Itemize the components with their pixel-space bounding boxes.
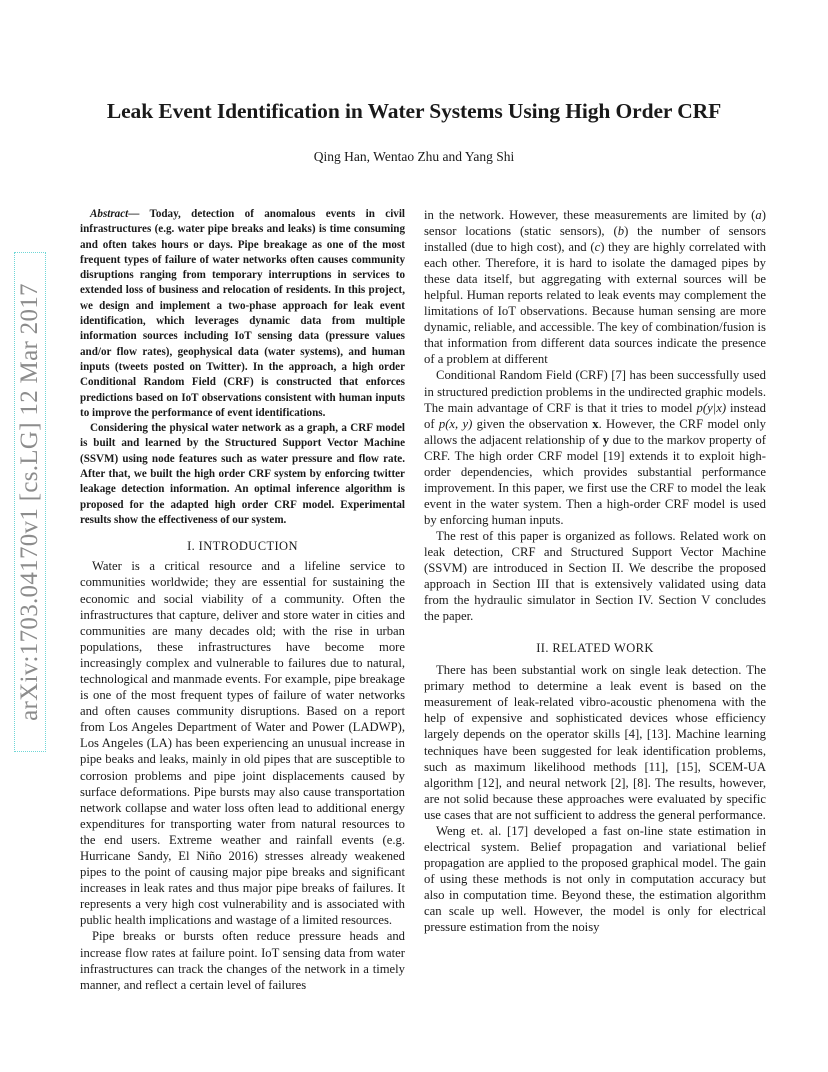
text-run: in the network. However, these measurements are limited by ( [424, 208, 756, 222]
section-heading-introduction: I. INTRODUCTION [187, 539, 298, 554]
text-run: given the observation [472, 416, 593, 431]
math-var: x [592, 416, 599, 431]
abstract-paragraph-2: Considering the physical water network as a graph, a CRF model is built and learned by the Structured Support Vector Machine (SSVM) using node features such as water pressure and flow rate. After that, we built the high order CRF system by enforcing twitter leakage detection information. An optimal inference algorithm is proposed for the adapted high order CRF model. Experimental results show the effectiveness of our system. [80, 422, 405, 526]
related-paragraph-1: There has been substantial work on single leak detection. The primary method to determine a leak event is based on the measurement of leak-related vibro-acoustic phenomena with the help of expensive and sophisticated devices whose efficiency largely depends on the operator skills [4], [13]. Machine learning techniques have been suggested for leak identification problems, such as maximum likelihood methods [11], [15], SCEM-UA algorithm [12], and neural network [2], [8]. The results, however, are not solid because these approaches were evaluated by specific use cases that are not sufficient to address the general performance. [424, 663, 766, 822]
intro-paragraph-4: The rest of this paper is organized as follows. Related work on leak detection, CRF and Structured Support Vector Machine (SSVM) are introduced in Section II. We describe the proposed approach in Section III that is extensively validated using data from the hydraulic simulator in Section IV. Section V concludes the paper. [424, 528, 766, 624]
related-paragraph-2: Weng et. al. [17] developed a fast on-line state estimation in electrical system. Belief propagation and variational belief propagation are applied to the proposed graphical model. The gain of using these methods is not only in computation accuracy but also in computation time. Beyond these, the estimation algorithm can scale up well. However, the model is only for electrical pressure estimation from the noisy [424, 823, 766, 935]
math-var: c [594, 240, 601, 255]
intro-paragraph-3 [424, 367, 766, 527]
math-expr: p(x, y) [438, 416, 473, 431]
right-column [424, 207, 766, 935]
text-run: ) the number of sensors installed (due to high cost), and ( [424, 224, 766, 255]
left-column [80, 207, 405, 993]
math-expr: p(y|x) [696, 400, 727, 415]
paper-authors: Qing Han, Wentao Zhu and Yang Shi [313, 149, 515, 164]
intro-paragraph-2-continued [424, 207, 766, 367]
text-run: ) sensor locations (static sensors), ( [424, 208, 766, 239]
math-var: a [755, 208, 762, 222]
text-run: ) they are highly correlated with each other. Therefore, it is hard to isolate the damaged pipes by these data itself, but aggregating with external sources will be helpful. Human reports related to leak events may complement the limitations of IoT observations. Because human sensing are more dynamic, reliable, and accessible. The key of combination/fusion is that information from different data sources indicate the presence of a problem at different [424, 240, 766, 367]
section-heading-related-work: II. RELATED WORK [536, 641, 654, 656]
text-run: due to the markov property of CRF. The high order CRF model [19] extends it to exploit high-order dependencies, which provides substantial performance improvement. In this paper, we first use the CRF to model the leak event in the water system. Then a high-order CRF model is used by enforcing human inputs. [424, 432, 766, 527]
arxiv-stamp [14, 252, 46, 752]
math-var: y [602, 432, 610, 447]
abstract [80, 207, 405, 528]
intro-paragraph-2: Pipe breaks or bursts often reduce pressure heads and increase flow rates at failure point. IoT sensing data from water infrastructures can track the changes of the network in a timely manner, and reflect a certain level of failures [80, 929, 405, 992]
arxiv-stamp-text: arXiv:1703.04170v1 [cs.LG] 12 Mar 2017 [16, 283, 43, 721]
paper-title: Leak Event Identification in Water Systems Using High Order CRF [106, 99, 722, 123]
math-var: b [617, 224, 625, 239]
text-run: instead of [424, 400, 766, 431]
abstract-paragraph-1: — Today, detection of anomalous events in civil infrastructures (e.g. water pipe breaks and leaks) is time consuming and often takes hours or days. Pipe breakage as one of the most frequent types of failure of water networks often causes community disruptions ranging from temporary interruptions in services to extended loss of business and relocation of residents. In this project, we design and implement a two-phase approach for leak event identification, which leverages dynamic data from multiple information sources including IoT sensing data (pressure values and/or flow rates), geophysical data (water systems), and human inputs (tweets posted on Twitter). In the approach, a high order Conditional Random Field (CRF) is constructed that enforces predictions based on IoT observations consistent with human inputs to improve the performance of event identifications. [80, 208, 405, 419]
text-run: Conditional Random Field (CRF) [7] has been successfully used in structured prediction problems in the undirected graphic models. The main advantage of CRF is that it tries to model [424, 368, 766, 415]
text-run: . However, the CRF model only allows the adjacent relationship of [424, 416, 766, 447]
intro-paragraph-1: Water is a critical resource and a lifeline service to communities worldwide; they are essential for sustaining the economic and social viability of a community. Often the infrastructures that capture, deliver and store water in cities and communities are many decades old; with the rise in urban populations, these infrastructures have become more increasingly complex and vulnerable to failures due to natural, technological and manmade events. For example, pipe breakage is one of the most frequent types of failure of water networks and often causes community disruptions. Based on a report from Los Angeles Department of Water and Power (LADWP), Los Angeles (LA) has been experiencing an unusual increase in pipe beaks and leaks, mainly in old pipes that are susceptible to corrosion problems and pipe joint displacements caused by surface deformations. Pipe bursts may also cause transportation network collapse and water loss often lead to additional energy expenditures for transporting water from natural resources to the end users. Extreme weather and rainfall events (e.g. Hurricane Sandy, El Niño 2016) stresses already weakened pipes to the point of causing major pipe breaks and significant increases in leak rates and thus major pipe breaks of failures. It represents a very high cost vulnerability and is associated with public health implications and wastage of a limited resources. [80, 559, 405, 928]
abstract-label: Abstract [90, 208, 129, 220]
